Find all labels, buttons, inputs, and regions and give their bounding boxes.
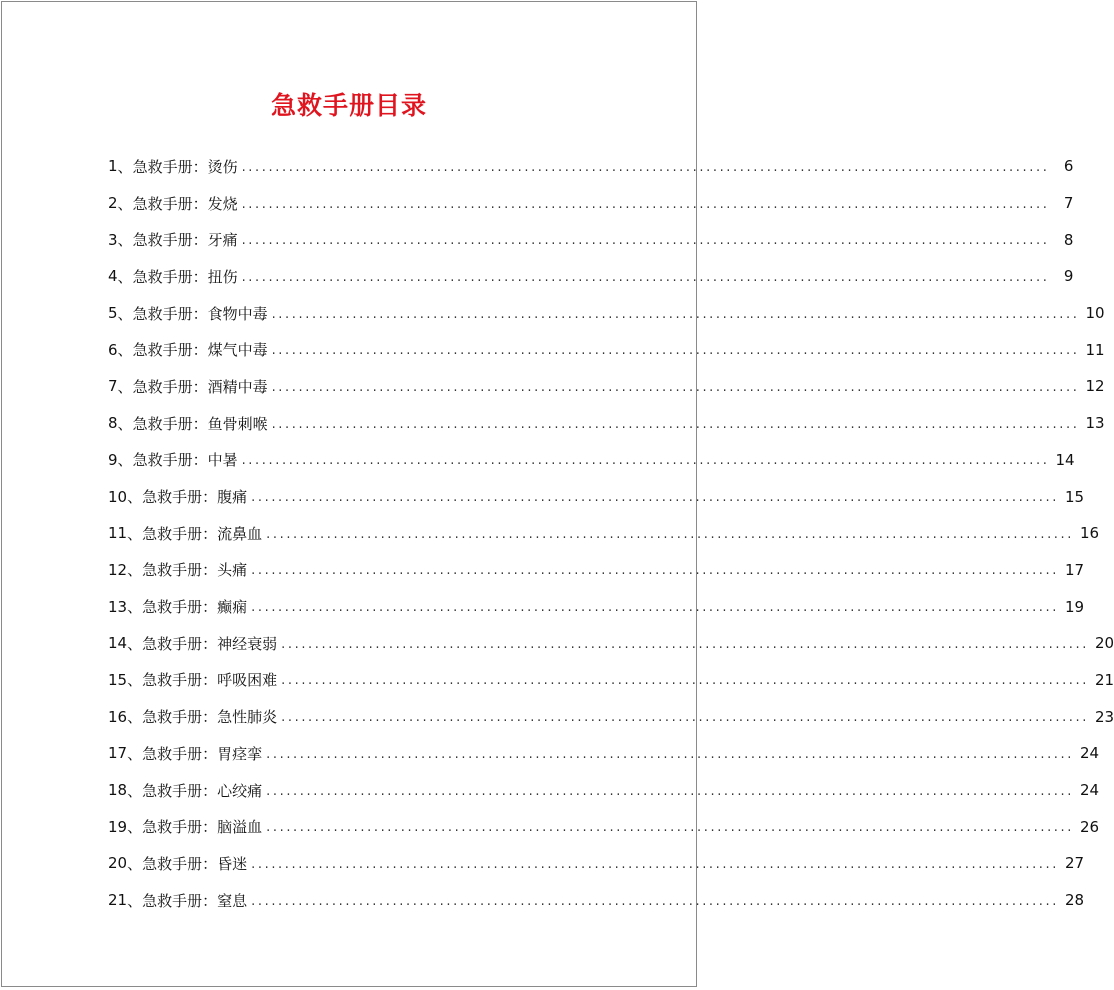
toc-entry[interactable] bbox=[108, 552, 1085, 589]
toc-leader-dots: ........................................................................................................................ bbox=[251, 563, 1060, 579]
toc-leader-dots: ........................................................................................................................ bbox=[251, 600, 1060, 616]
toc-entry[interactable] bbox=[108, 808, 1100, 845]
toc-entry-page-number: 20 bbox=[1095, 634, 1114, 653]
toc-entry-separator: 、 bbox=[127, 561, 143, 580]
toc-entry[interactable] bbox=[108, 735, 1100, 772]
toc-entry-label: 急救手册：急性肺炎 bbox=[142, 708, 278, 727]
toc-entry-label: 急救手册：煤气中毒 bbox=[132, 341, 268, 360]
toc-leader-dots: ........................................................................................................................ bbox=[241, 269, 1050, 285]
toc-entry-number: 5 bbox=[108, 304, 118, 323]
toc-entry-page-number: 21 bbox=[1095, 670, 1114, 689]
toc-entry-number: 10 bbox=[108, 487, 128, 506]
toc-entry[interactable] bbox=[108, 221, 1074, 258]
toc-entry-number: 7 bbox=[108, 377, 118, 396]
toc-entry-page-number: 7 bbox=[1063, 194, 1074, 213]
toc-leader-dots: ........................................................................................................................ bbox=[271, 416, 1080, 432]
toc-entry-page-number: 6 bbox=[1063, 157, 1074, 176]
toc-leader-dots: ........................................................................................................................ bbox=[251, 893, 1060, 909]
toc-leader-dots: ........................................................................................................................ bbox=[241, 196, 1050, 212]
toc-entry-number: 4 bbox=[108, 267, 118, 286]
toc-entry-number: 17 bbox=[108, 744, 128, 763]
toc-entry-label: 急救手册：鱼骨刺喉 bbox=[132, 414, 268, 433]
toc-entry-page-number: 27 bbox=[1065, 854, 1085, 873]
toc-title: 急救手册目录 bbox=[270, 91, 427, 120]
toc-leader-dots: ........................................................................................................................ bbox=[271, 379, 1080, 395]
toc-leader-dots: ........................................................................................................................ bbox=[271, 343, 1080, 359]
toc-entry[interactable] bbox=[108, 295, 1105, 332]
toc-entry-page-number: 8 bbox=[1063, 230, 1074, 249]
toc-entry-number: 12 bbox=[108, 560, 128, 579]
toc-leader-dots: ........................................................................................................................ bbox=[251, 856, 1060, 872]
toc-entry-separator: 、 bbox=[117, 304, 133, 323]
toc-entry-label: 急救手册：胃痉挛 bbox=[142, 744, 263, 763]
toc-entry-separator: 、 bbox=[127, 818, 143, 837]
toc-entry-number: 15 bbox=[108, 670, 128, 689]
toc-entry-label: 急救手册：呼吸困难 bbox=[142, 671, 278, 690]
toc-entry-number: 8 bbox=[108, 414, 118, 433]
toc-entry[interactable] bbox=[108, 368, 1105, 405]
toc-entry[interactable] bbox=[108, 625, 1114, 662]
toc-entry[interactable] bbox=[108, 588, 1085, 625]
toc-entry-separator: 、 bbox=[117, 414, 133, 433]
toc-entry-page-number: 16 bbox=[1080, 524, 1100, 543]
toc-entry-separator: 、 bbox=[117, 377, 133, 396]
toc-entry-label: 急救手册：头痛 bbox=[142, 561, 248, 580]
toc-entry[interactable] bbox=[108, 185, 1074, 222]
toc-entry-label: 急救手册：脑溢血 bbox=[142, 818, 263, 837]
toc-entry[interactable] bbox=[108, 515, 1100, 552]
toc-entry-separator: 、 bbox=[117, 341, 133, 360]
toc-entry-page-number: 24 bbox=[1080, 781, 1100, 800]
toc-entry[interactable] bbox=[108, 478, 1085, 515]
toc-entry-separator: 、 bbox=[127, 708, 143, 727]
toc-entry-page-number: 23 bbox=[1095, 707, 1114, 726]
toc-entry[interactable] bbox=[108, 772, 1100, 809]
toc-entry-number: 19 bbox=[108, 817, 128, 836]
toc-entry-separator: 、 bbox=[117, 451, 133, 470]
toc-entry-number: 14 bbox=[108, 634, 128, 653]
toc-entry-label: 急救手册：昏迷 bbox=[142, 854, 248, 873]
toc-entry-number: 13 bbox=[108, 597, 128, 616]
toc-entry[interactable] bbox=[108, 442, 1075, 479]
toc-entry[interactable] bbox=[108, 148, 1074, 185]
toc-entry-label: 急救手册：扭伤 bbox=[132, 267, 238, 286]
toc-leader-dots: ........................................................................................................................ bbox=[266, 820, 1075, 836]
toc-entry-number: 20 bbox=[108, 854, 128, 873]
toc-entry-separator: 、 bbox=[127, 634, 143, 653]
toc-leader-dots: ........................................................................................................................ bbox=[266, 746, 1075, 762]
toc-entry-page-number: 12 bbox=[1085, 377, 1105, 396]
toc-leader-dots: ........................................................................................................................ bbox=[271, 306, 1080, 322]
toc-entry-number: 1 bbox=[108, 157, 118, 176]
toc-entry-label: 急救手册：腹痛 bbox=[142, 488, 248, 507]
toc-entry-number: 16 bbox=[108, 707, 128, 726]
toc-entry[interactable] bbox=[108, 845, 1085, 882]
toc-entry-page-number: 9 bbox=[1063, 267, 1074, 286]
toc-entry-page-number: 11 bbox=[1085, 340, 1105, 359]
toc-entry-number: 6 bbox=[108, 340, 118, 359]
toc-entry-number: 9 bbox=[108, 450, 118, 469]
toc-entry-label: 急救手册：食物中毒 bbox=[132, 304, 268, 323]
toc-entry[interactable] bbox=[108, 405, 1105, 442]
toc-entry-separator: 、 bbox=[127, 854, 143, 873]
toc-entry-number: 3 bbox=[108, 230, 118, 249]
toc-entry-number: 2 bbox=[108, 194, 118, 213]
toc-entry-page-number: 19 bbox=[1065, 597, 1085, 616]
toc-entry-separator: 、 bbox=[117, 231, 133, 250]
toc-entry-number: 21 bbox=[108, 891, 128, 910]
toc-entry-label: 急救手册：心绞痛 bbox=[142, 781, 263, 800]
toc-leader-dots: ........................................................................................................................ bbox=[241, 453, 1050, 469]
toc-entry-label: 急救手册：神经衰弱 bbox=[142, 634, 278, 653]
toc-entry-separator: 、 bbox=[127, 744, 143, 763]
toc-entry[interactable] bbox=[108, 258, 1074, 295]
toc-entry[interactable] bbox=[108, 882, 1085, 919]
toc-entry-label: 急救手册：流鼻血 bbox=[142, 524, 263, 543]
toc-entry-label: 急救手册：烫伤 bbox=[132, 157, 238, 176]
toc-entry-separator: 、 bbox=[127, 524, 143, 543]
toc-entry[interactable] bbox=[108, 662, 1114, 699]
toc-entry-separator: 、 bbox=[127, 781, 143, 800]
toc-entry-number: 11 bbox=[108, 524, 128, 543]
toc-entry-label: 急救手册：中暑 bbox=[132, 451, 238, 470]
toc-entry-label: 急救手册：牙痛 bbox=[132, 231, 238, 250]
toc-leader-dots: ........................................................................................................................ bbox=[241, 233, 1050, 249]
toc-entry-page-number: 13 bbox=[1085, 414, 1105, 433]
toc-leader-dots: ........................................................................................................................ bbox=[281, 673, 1090, 689]
toc-entry-page-number: 28 bbox=[1065, 891, 1085, 910]
toc-entry-page-number: 15 bbox=[1065, 487, 1085, 506]
document-page bbox=[1, 1, 1114, 987]
toc-entry-page-number: 24 bbox=[1080, 744, 1100, 763]
toc-leader-dots: ........................................................................................................................ bbox=[281, 710, 1090, 726]
toc-entry-separator: 、 bbox=[127, 891, 143, 910]
toc-entry-page-number: 14 bbox=[1055, 450, 1075, 469]
toc-entry-page-number: 26 bbox=[1080, 817, 1100, 836]
table-of-contents bbox=[108, 148, 1114, 918]
toc-entry-page-number: 10 bbox=[1085, 304, 1105, 323]
toc-leader-dots: ........................................................................................................................ bbox=[241, 159, 1050, 175]
toc-entry[interactable] bbox=[108, 698, 1114, 735]
toc-entry-page-number: 17 bbox=[1065, 560, 1085, 579]
toc-entry-number: 18 bbox=[108, 781, 128, 800]
toc-entry[interactable] bbox=[108, 331, 1105, 368]
toc-leader-dots: ........................................................................................................................ bbox=[251, 490, 1060, 506]
toc-entry-label: 急救手册：窒息 bbox=[142, 891, 248, 910]
toc-entry-label: 急救手册：酒精中毒 bbox=[132, 377, 268, 396]
toc-entry-separator: 、 bbox=[117, 157, 133, 176]
toc-entry-label: 急救手册：发烧 bbox=[132, 194, 238, 213]
toc-entry-label: 急救手册：癫痫 bbox=[142, 598, 248, 617]
toc-entry-separator: 、 bbox=[117, 267, 133, 286]
toc-entry-separator: 、 bbox=[127, 598, 143, 617]
toc-leader-dots: ........................................................................................................................ bbox=[281, 636, 1090, 652]
toc-entry-separator: 、 bbox=[117, 194, 133, 213]
toc-entry-separator: 、 bbox=[127, 488, 143, 507]
toc-leader-dots: ........................................................................................................................ bbox=[266, 526, 1075, 542]
toc-entry-separator: 、 bbox=[127, 671, 143, 690]
toc-leader-dots: ........................................................................................................................ bbox=[266, 783, 1075, 799]
